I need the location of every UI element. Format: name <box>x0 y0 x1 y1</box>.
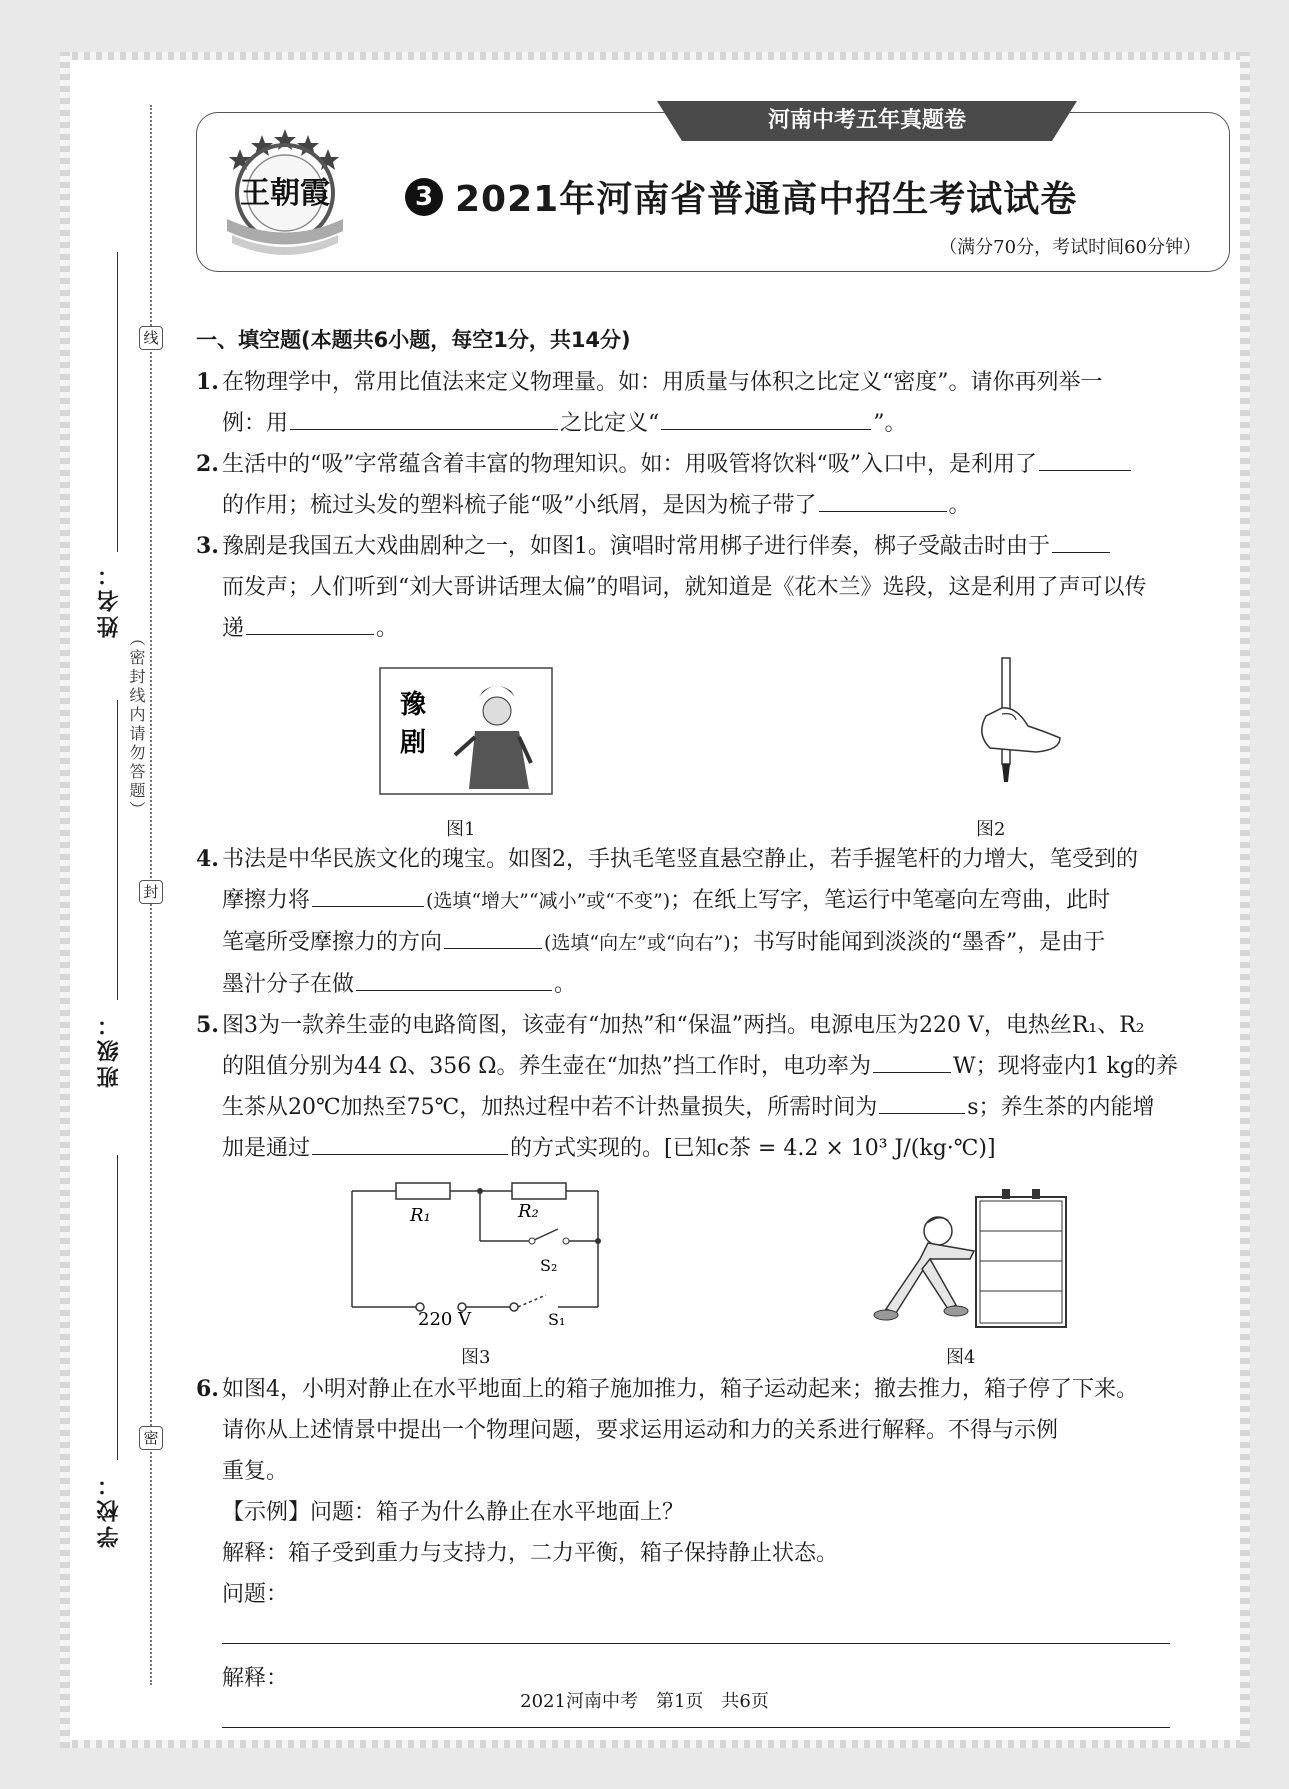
figures-3-4 <box>196 1169 1231 1369</box>
figures-1-2 <box>196 649 1231 839</box>
question-text: 生活中的“吸”字常蕴含着丰富的物理知识。如：用吸管将饮料“吸”入口中，是利用了 <box>222 452 1037 477</box>
r2-label: R₂ <box>518 1201 539 1222</box>
answer-blank[interactable] <box>873 1046 951 1073</box>
paper-number-badge: 3 <box>405 178 443 216</box>
question-text: 摩擦力将 <box>222 888 311 913</box>
figure-4-push-box <box>856 1179 1076 1339</box>
question-number: 4. <box>196 846 219 872</box>
question-number: 2. <box>196 451 219 477</box>
question-text: 生茶从20℃加热至75℃，加热过程中若不计热量损失，所需时间为 <box>222 1095 878 1120</box>
question-answer-line[interactable] <box>222 1615 1170 1644</box>
r1-label: R₁ <box>410 1205 431 1226</box>
question-text: 的作用；梳过头发的塑料梳子能“吸”小纸屑，是因为梳子带了 <box>222 493 817 518</box>
question-text: 笔毫所受摩擦力的方向 <box>222 930 443 955</box>
figure-1-caption: 图1 <box>446 819 476 840</box>
question-prompt-label: 问题： <box>222 1582 289 1607</box>
question-text: 之比定义“ <box>560 411 660 436</box>
figure-2-caption: 图2 <box>976 819 1006 840</box>
question-1 <box>196 362 1231 444</box>
answer-blank[interactable] <box>1039 444 1131 471</box>
question-text: 加是通过 <box>222 1136 311 1161</box>
question-text: 而发声；人们听到“刘大哥讲话理太偏”的唱词，就知道是《花木兰》选段，这是利用了声可以传 <box>222 575 1147 600</box>
example-question: 【示例】问题：箱子为什么静止在水平地面上？ <box>222 1500 685 1525</box>
question-text: 。 <box>554 972 577 997</box>
name-field[interactable] <box>117 252 118 552</box>
answer-blank[interactable] <box>356 964 552 991</box>
question-text: ；书写时能闻到淡淡的“墨香”，是由于 <box>730 930 1106 955</box>
page-border-left <box>60 52 70 1748</box>
s1-label: S₁ <box>548 1310 566 1329</box>
question-text: 如图4，小明对静止在水平地面上的箱子施加推力，箱子运动起来；撤去推力，箱子停了下来。 <box>222 1377 1139 1402</box>
figure-1-char-1: 豫 <box>399 690 427 720</box>
seal-mark-feng: 封 <box>139 880 163 904</box>
question-3 <box>196 526 1231 649</box>
answer-blank[interactable] <box>661 403 871 430</box>
question-2 <box>196 444 1231 526</box>
question-text: 请你从上述情景中提出一个物理问题，要求运用运动和力的关系进行解释。不得与示例 <box>222 1418 1059 1443</box>
series-tab <box>657 101 1077 141</box>
question-4 <box>196 839 1231 1005</box>
school-label: 学校： <box>97 1470 122 1548</box>
answer-blank[interactable] <box>879 1087 965 1114</box>
question-text: 豫剧是我国五大戏曲剧种之一，如图1。演唱时常用梆子进行伴奏，梆子受敲击时由于 <box>222 534 1050 559</box>
answer-blank[interactable] <box>312 880 424 907</box>
question-number: 3. <box>196 533 219 559</box>
class-label: 班级： <box>97 1010 122 1088</box>
question-text: 重复。 <box>222 1459 289 1484</box>
figure-3-circuit <box>346 1179 616 1329</box>
paper-subtitle: （满分70分，考试时间60分钟） <box>939 237 1201 258</box>
figure-2-brush <box>956 654 1066 794</box>
answer-blank[interactable] <box>1052 526 1110 553</box>
series-tab-text: 河南中考五年真题卷 <box>767 108 966 133</box>
name-label: 姓名： <box>97 560 122 638</box>
figure-4-caption: 图4 <box>946 1347 976 1368</box>
figure-3-caption: 图3 <box>461 1347 491 1368</box>
figure-1-opera <box>379 667 553 795</box>
exam-content <box>196 320 1231 1742</box>
s2-label: S₂ <box>540 1256 558 1275</box>
question-text: W；现将壶内1 kg的养 <box>952 1054 1178 1079</box>
question-text: 例：用 <box>222 411 289 436</box>
question-text: 。 <box>376 616 399 641</box>
question-text: ”。 <box>873 411 907 436</box>
section-heading: 一、填空题(本题共6小题，每空1分，共14分) <box>196 328 631 352</box>
question-number: 1. <box>196 369 219 395</box>
question-number: 6. <box>196 1376 219 1402</box>
answer-blank[interactable] <box>444 922 542 949</box>
figure-1-char-2: 剧 <box>399 728 427 758</box>
question-text: ；在纸上写字，笔运行中笔毫向左弯曲，此时 <box>670 888 1111 913</box>
question-text: 图3为一款养生壶的电路简图，该壶有“加热”和“保温”两挡。电源电压为220 V，电热丝R₁、R₂ <box>222 1013 1145 1038</box>
question-text: 墨汁分子在做 <box>222 972 355 997</box>
page-border-right <box>1240 52 1250 1748</box>
question-text: (选填“增大”“减小”或“不变”) <box>426 890 671 912</box>
answer-blank[interactable] <box>819 485 947 512</box>
seal-mark-mi: 密 <box>139 1426 163 1450</box>
answer-blank[interactable] <box>290 403 558 430</box>
seal-notice: （密封线内请勿答题） <box>127 630 146 820</box>
school-field[interactable] <box>117 1155 118 1460</box>
explanation-prompt-label: 解释： <box>222 1666 289 1691</box>
answer-blank[interactable] <box>312 1128 508 1155</box>
question-text: 的阻值分别为44 Ω、356 Ω。养生壶在“加热”挡工作时，电功率为 <box>222 1054 871 1079</box>
question-text: s；养生茶的内能增 <box>967 1095 1155 1120</box>
example-explanation: 解释：箱子受到重力与支持力，二力平衡，箱子保持静止状态。 <box>222 1541 839 1566</box>
question-text: 递 <box>222 616 245 641</box>
seal-mark-xian: 线 <box>139 326 163 350</box>
question-number: 5. <box>196 1012 219 1038</box>
question-5 <box>196 1005 1231 1169</box>
question-text: (选填“向左”或“向右”) <box>544 932 731 954</box>
question-text: 的方式实现的。[已知c茶 = 4.2 × 10³ J/(kg·℃)] <box>510 1136 996 1161</box>
question-text: 在物理学中，常用比值法来定义物理量。如：用质量与体积之比定义“密度”。请你再列举一 <box>222 370 1103 395</box>
voltage-label: 220 V <box>418 1309 472 1329</box>
question-text: 。 <box>948 493 971 518</box>
paper-title: 2021年河南省普通高中招生考试试卷 <box>455 179 1078 220</box>
logo-text: 王朝霞 <box>240 176 330 211</box>
publisher-logo <box>207 121 357 261</box>
exam-header <box>196 108 1230 272</box>
page-footer: 2021河南中考 第1页 共6页 <box>520 1691 769 1712</box>
answer-blank[interactable] <box>246 608 374 635</box>
class-field[interactable] <box>117 700 118 1000</box>
question-text: 书法是中华民族文化的瑰宝。如图2，手执毛笔竖直悬空静止，若手握笔杆的力增大，笔受到的 <box>222 847 1139 872</box>
